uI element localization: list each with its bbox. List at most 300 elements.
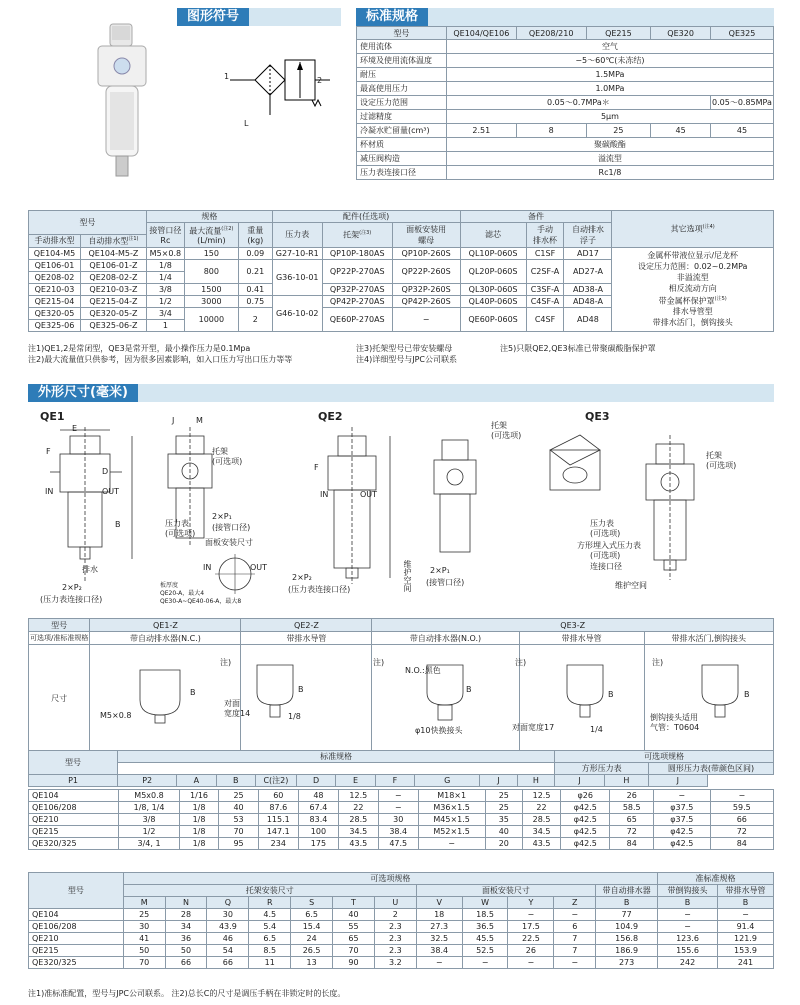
col-weight (238, 223, 272, 248)
col-port-unit: Rc (160, 235, 171, 245)
table-cell: 1/8 (179, 814, 219, 826)
spec-label: 最高使用压力 (357, 82, 447, 96)
table-cell: 156.8 (596, 933, 658, 945)
optional-label: (可选项) (706, 461, 737, 470)
dims-header: 外形尺寸(毫米) (28, 384, 138, 402)
table-cell: − (418, 838, 485, 850)
d1-col-model: 型号 (29, 751, 118, 775)
table-cell: 84 (610, 838, 653, 850)
spec-value: 45 (651, 124, 711, 138)
cell: AD27-A (564, 259, 612, 283)
model-note: 注1)QE1,2是常闭型，QE3是常开型，最小操作压力是0.1Mpa (28, 344, 251, 353)
table-cell: φ42.5 (561, 814, 610, 826)
cell: AD17 (564, 247, 612, 259)
qe1-title: QE1 (40, 410, 65, 423)
table-cell: 26 (610, 790, 653, 802)
table-cell: − (658, 909, 718, 921)
d1-col: J (480, 775, 517, 787)
note-label: 注) (220, 658, 232, 667)
panel-label: 面板安装尺寸 (205, 538, 253, 547)
d1-col: P2 (118, 775, 177, 787)
gauge-label: 压力表 (165, 519, 189, 528)
d2-col-auto: 带自动排水器 (596, 885, 658, 897)
table-row (29, 909, 774, 921)
col-auto (80, 235, 146, 248)
table-cell: 17.5 (508, 921, 554, 933)
cell: QP32P-270AS (322, 283, 392, 295)
spec-table (356, 26, 774, 180)
opt-drawing-1 (135, 665, 185, 725)
table-cell: 18 (416, 909, 462, 921)
other-item: 带金属杯保护罩 (658, 296, 715, 306)
cell: QP32P-260S (392, 283, 460, 295)
d1-col: F (375, 775, 414, 787)
cell: AD48-A (564, 295, 612, 307)
pipe-port-label: (接管口径) (212, 523, 251, 532)
d1-col: P1 (29, 775, 118, 787)
col-bowl-label2: 排水杯 (533, 235, 557, 245)
opt-sub: 带排水导管 (241, 632, 372, 645)
d2-col-std2: 准标准规格 (658, 873, 774, 885)
note-label: 注) (373, 658, 385, 667)
flat-label: 对面 (224, 699, 240, 708)
cell: QL30P-060S (460, 283, 526, 295)
opt-col-model: 型号 (29, 619, 90, 632)
cell: QL40P-060S (460, 295, 526, 307)
cell: QE60P-060S (460, 307, 526, 331)
symbol-header: 图形符号 (177, 8, 249, 26)
drain-label: 排水 (82, 565, 98, 574)
col-weight-unit: (kg) (247, 235, 264, 245)
table-cell: 43.5 (522, 838, 560, 850)
optional-label: (可选项) (165, 529, 196, 538)
port-l-label: L (244, 119, 249, 128)
table-cell: 11 (249, 957, 291, 969)
table-cell: 3/4, 1 (119, 838, 179, 850)
spec-value: 空气 (446, 40, 773, 54)
cell: 0.21 (238, 259, 272, 283)
cell: 1/8 (146, 259, 184, 271)
table-cell: 52.5 (462, 945, 508, 957)
table-cell: 273 (596, 957, 658, 969)
table-cell: − (462, 957, 508, 969)
col-float-label2: 浮子 (579, 235, 596, 245)
d2-col: V (416, 897, 462, 909)
d1-col: H (517, 775, 555, 787)
note-label: 注) (515, 658, 527, 667)
table-cell: 90 (333, 957, 375, 969)
cell: C4SF (526, 307, 564, 331)
opt-drawing-2 (255, 660, 295, 720)
other-item: 相反流动方向 (668, 283, 717, 293)
optional-label: (可选项) (590, 529, 621, 538)
cell: C2SF-A (526, 259, 564, 283)
cell: QE215-04-Z (80, 295, 146, 307)
table-cell: 38.4 (416, 945, 462, 957)
d2-col: S (291, 897, 333, 909)
table-cell: 60 (258, 790, 298, 802)
table-cell: φ42.5 (653, 838, 710, 850)
table-cell: 22 (522, 802, 560, 814)
table-cell: 70 (123, 957, 165, 969)
col-flow-unit: (L/min) (197, 236, 226, 246)
table-cell: 241 (717, 957, 773, 969)
d1-col-std: 标准规格 (118, 751, 555, 763)
cell: QE210-03-Z (80, 283, 146, 295)
model-note: 注3)托架型号已带安装螺母 (356, 344, 453, 353)
table-cell: 123.6 (658, 933, 718, 945)
table-cell: − (658, 921, 718, 933)
cell: QE325-06 (29, 319, 81, 331)
cell: 3/4 (146, 307, 184, 319)
table-cell: − (508, 957, 554, 969)
gauge-port2-label: 连接口径 (590, 562, 622, 571)
footer-note: 注1)准标准配置，型号与JPC公司联系。 注2)总长C的尺寸是调压手柄在非锁定时的长度。 (28, 989, 346, 998)
sup: (注2) (221, 225, 234, 232)
col-manual: 手动排水型 (29, 235, 81, 248)
cell: 0.75 (238, 295, 272, 307)
cell: QE320-05-Z (80, 307, 146, 319)
table-cell: 25 (485, 790, 522, 802)
col-bowl-label: 手动 (537, 224, 553, 234)
table-cell: 25 (219, 790, 258, 802)
table-cell: 1/16 (179, 790, 219, 802)
cell: QP10P-180AS (322, 247, 392, 259)
col-weight-label: 重量 (247, 225, 264, 235)
table-cell: 55 (333, 921, 375, 933)
d1-col: H (604, 775, 648, 787)
table-row (29, 814, 774, 826)
table-cell: 20 (485, 838, 522, 850)
col-spec: 规格 (146, 211, 272, 223)
spec-header: 标准规格 (356, 8, 428, 26)
table-cell: 50 (165, 945, 207, 957)
other-item: 非溢流型 (676, 272, 709, 282)
col-port-label: 接管口径 (149, 225, 182, 235)
table-cell: 70 (333, 945, 375, 957)
table-cell: 66 (207, 957, 249, 969)
cell: QE325-06-Z (80, 319, 146, 331)
table-row (29, 945, 774, 957)
table-cell: 66 (710, 814, 773, 826)
table-cell: 95 (219, 838, 258, 850)
spec-label: 减压阀构造 (357, 152, 447, 166)
spec-value: 8 (516, 124, 586, 138)
table-cell: 26.5 (291, 945, 333, 957)
table-cell: 91.4 (717, 921, 773, 933)
qe2-side-drawing (420, 430, 490, 560)
d2-col-model: 型号 (29, 873, 124, 909)
d2-col: Z (554, 897, 596, 909)
table-cell: 54 (207, 945, 249, 957)
cell: AD38-A (564, 283, 612, 295)
board-label: QE30-A~QE40-06-A，最大8 (160, 598, 242, 605)
d1-col-opt: 可选项规格 (555, 751, 774, 763)
table-cell: 66 (165, 957, 207, 969)
cell: QE215-04 (29, 295, 81, 307)
table-cell: 100 (299, 826, 339, 838)
table-cell: QE104 (29, 909, 124, 921)
dims-table-2 (28, 872, 774, 969)
table-cell: 28.5 (338, 814, 378, 826)
d1-col: G (415, 775, 480, 787)
d2-col-tube: 带排水导管 (717, 885, 773, 897)
table-cell: 1/8, 1/4 (119, 802, 179, 814)
table-cell: QE106/208 (29, 802, 119, 814)
dim-b: B (298, 685, 304, 694)
symbol-header-bar (177, 8, 341, 26)
table-row (29, 933, 774, 945)
table-cell: 53 (219, 814, 258, 826)
table-cell: 147.1 (258, 826, 298, 838)
flat-label: 对面宽度17 (512, 723, 555, 732)
d2-col: T (333, 897, 375, 909)
gauge-port-label: (压力表连接口径) (288, 585, 351, 594)
table-cell: 5.4 (249, 921, 291, 933)
spec-col: QE320 (651, 27, 711, 40)
table-cell: 32.5 (416, 933, 462, 945)
gauge-label: 压力表 (590, 519, 614, 528)
table-cell: 2 (374, 909, 416, 921)
table-cell: 50 (123, 945, 165, 957)
table-cell: 234 (258, 838, 298, 850)
d1-col: B (216, 775, 255, 787)
table-cell: QE210 (29, 814, 119, 826)
table-cell: 186.9 (596, 945, 658, 957)
table-row (29, 790, 774, 802)
col-bowl (526, 223, 564, 248)
p1-label: 2×P₁ (212, 512, 232, 521)
table-cell: φ42.5 (561, 802, 610, 814)
d1-col: C(注2) (255, 775, 296, 787)
model-note: 注5)只限QE2,QE3标准已带聚碳酸脂保护罩 (500, 344, 656, 353)
cell: C4SF-A (526, 295, 564, 307)
table-row (29, 921, 774, 933)
table-cell: 1/2 (119, 826, 179, 838)
spec-col: QE104/QE106 (446, 27, 516, 40)
table-cell: 47.5 (378, 838, 418, 850)
table-cell: 77 (596, 909, 658, 921)
table-cell: QE320/325 (29, 838, 119, 850)
col-auto-label: 自动排水型 (88, 236, 129, 246)
table-cell: 40 (219, 802, 258, 814)
p2-label: 2×P₂ (62, 583, 82, 592)
opt-sub: 带自动排水器(N.O.) (372, 632, 519, 645)
table-cell: − (554, 957, 596, 969)
table-cell: 30 (207, 909, 249, 921)
table-cell: 153.9 (717, 945, 773, 957)
col-panel-label2: 螺母 (418, 235, 435, 245)
qe2-title: QE2 (318, 410, 343, 423)
table-row (29, 826, 774, 838)
table-cell: 72 (610, 826, 653, 838)
table-cell: 34.5 (338, 826, 378, 838)
table-cell: 45.5 (462, 933, 508, 945)
cell: M5×0.8 (146, 247, 184, 259)
spec-label: 使用流体 (357, 40, 447, 54)
cell: 2 (238, 307, 272, 331)
table-cell: 1/8 (179, 838, 219, 850)
cell: QE208-02-Z (80, 271, 146, 283)
opt-sub: 带排水导管 (519, 632, 644, 645)
d1-col: J (555, 775, 605, 787)
other-item: 带排水活门，倒钩接头 (652, 318, 733, 328)
table-cell: 1/8 (179, 826, 219, 838)
table-cell: M52×1.5 (418, 826, 485, 838)
table-cell: φ42.5 (561, 838, 610, 850)
d2-col: M (123, 897, 165, 909)
d2-col: B (717, 897, 773, 909)
d2-col: B (658, 897, 718, 909)
optional-label: (可选项) (590, 551, 621, 560)
table-cell: 242 (658, 957, 718, 969)
dim-label: F (314, 463, 319, 472)
cell: QP42P-270AS (322, 295, 392, 307)
d1-std-sub (118, 763, 555, 775)
dim-b: B (608, 690, 614, 699)
cell: QE210-03 (29, 283, 81, 295)
note-label: 注) (652, 658, 664, 667)
spec-value: 2.51 (446, 124, 516, 138)
d1-col-pg: 方形压力表 (555, 763, 649, 775)
spec-label: 冷凝水贮留量(cm³) (357, 124, 447, 138)
table-cell: 43.9 (207, 921, 249, 933)
table-cell: 12.5 (522, 790, 560, 802)
table-cell: QE320/325 (29, 957, 124, 969)
cell: G46-10-02 (272, 295, 322, 331)
other-options (612, 247, 774, 331)
col-flow (184, 223, 238, 248)
d2-col-opt: 可选项规格 (123, 873, 657, 885)
cell: QP42P-260S (392, 295, 460, 307)
table-cell: 41 (123, 933, 165, 945)
table-cell: φ42.5 (653, 826, 710, 838)
model-table (28, 210, 774, 332)
board-label: QE20-A，最大4 (160, 590, 205, 597)
table-cell: − (416, 957, 462, 969)
cell: QP22P-270AS (322, 259, 392, 283)
opt-drawing-4 (565, 660, 605, 720)
qe3-side-drawing (630, 430, 710, 590)
col-panel-label: 面板安装用 (406, 224, 447, 234)
table-cell: 48 (299, 790, 339, 802)
p2-label: 2×P₂ (292, 573, 312, 582)
table-cell: φ37.5 (653, 802, 710, 814)
d2-col-bracket: 托架安装尺寸 (123, 885, 416, 897)
sup: (注4) (702, 224, 715, 230)
table-cell: 65 (333, 933, 375, 945)
spec-label: 过滤精度 (357, 110, 447, 124)
table-cell: QE215 (29, 826, 119, 838)
cell: QL10P-060S (460, 247, 526, 259)
cell: G27-10-R1 (272, 247, 322, 259)
d2-col: U (374, 897, 416, 909)
cell: QE104-M5-Z (80, 247, 146, 259)
other-item-wrap (613, 294, 772, 307)
d2-col: R (249, 897, 291, 909)
dim-label: D (102, 467, 109, 476)
spec-value: 溢流型 (446, 152, 773, 166)
model-note: 注2)最大流量值只供参考，因为很多因素影响，如入口压力写出口压力等等 (28, 355, 293, 364)
table-cell: 30 (123, 921, 165, 933)
table-cell: 4.5 (249, 909, 291, 921)
col-model: 型号 (29, 211, 147, 235)
cell: 800 (184, 259, 238, 283)
d1-col-pg2: 圆形压力表(带颜色区间) (648, 763, 773, 775)
table-cell: M36×1.5 (418, 802, 485, 814)
spec-value: −5～60℃(未冻结) (446, 54, 773, 68)
table-cell: M5x0.8 (119, 790, 179, 802)
col-float (564, 223, 612, 248)
pipe-port-label: (接管口径) (426, 578, 465, 587)
col-acc: 配件(任选项) (272, 211, 460, 223)
col-bracket (322, 223, 392, 248)
dim-label: F (46, 447, 51, 456)
spec-label: 杯材质 (357, 138, 447, 152)
d1-col: E (336, 775, 375, 787)
cell: C3SF-A (526, 283, 564, 295)
port-1-label: 1 (224, 72, 230, 81)
m5-label: M5×0.8 (100, 711, 132, 720)
table-row (29, 957, 774, 969)
cell: 1500 (184, 283, 238, 295)
table-cell: 6 (554, 921, 596, 933)
col-other-label: 其它选项 (670, 224, 703, 234)
model-note: 注4)详细型号与JPC公司联系 (356, 355, 457, 364)
sup: (注3) (359, 230, 372, 236)
cell: 10000 (184, 307, 238, 331)
d2-col: N (165, 897, 207, 909)
table-cell: 12.5 (338, 790, 378, 802)
barb-label: 倒钩接头适用 (650, 713, 698, 722)
out-label: OUT (102, 487, 120, 496)
cell: QE106-01 (29, 259, 81, 271)
spec-value: 45 (710, 124, 773, 138)
dims-table-1-body (28, 789, 774, 850)
table-cell: 87.6 (258, 802, 298, 814)
cell: 3/8 (146, 283, 184, 295)
spec-value: Rc1/8 (446, 166, 773, 180)
table-cell: 1/8 (179, 802, 219, 814)
table-cell: QE215 (29, 945, 124, 957)
cell: C1SF (526, 247, 564, 259)
cell: QE60P-270AS (322, 307, 392, 331)
cell: 1/2 (146, 295, 184, 307)
dim-label: E (72, 424, 78, 433)
table-cell: 3.2 (374, 957, 416, 969)
d2-col: W (462, 897, 508, 909)
spec-col-model: 型号 (357, 27, 447, 40)
cell: 1 (146, 319, 184, 331)
table-cell: 25 (123, 909, 165, 921)
spec-label: 耐压 (357, 68, 447, 82)
dim-label: B (115, 520, 121, 529)
d2-col: Q (207, 897, 249, 909)
table-cell: 6.5 (249, 933, 291, 945)
d1-col: D (296, 775, 335, 787)
product-photo (92, 22, 152, 187)
table-cell: 18.5 (462, 909, 508, 921)
barb-label: 气管：T0604 (650, 723, 700, 732)
cell: QP22P-260S (392, 259, 460, 283)
table-cell: φ37.5 (653, 814, 710, 826)
dim-b: B (190, 688, 196, 697)
table-cell: 27.3 (416, 921, 462, 933)
table-cell: 13 (291, 957, 333, 969)
cell: QL20P-060S (460, 259, 526, 283)
p1-label: 2×P₁ (430, 566, 450, 575)
cell: 3000 (184, 295, 238, 307)
